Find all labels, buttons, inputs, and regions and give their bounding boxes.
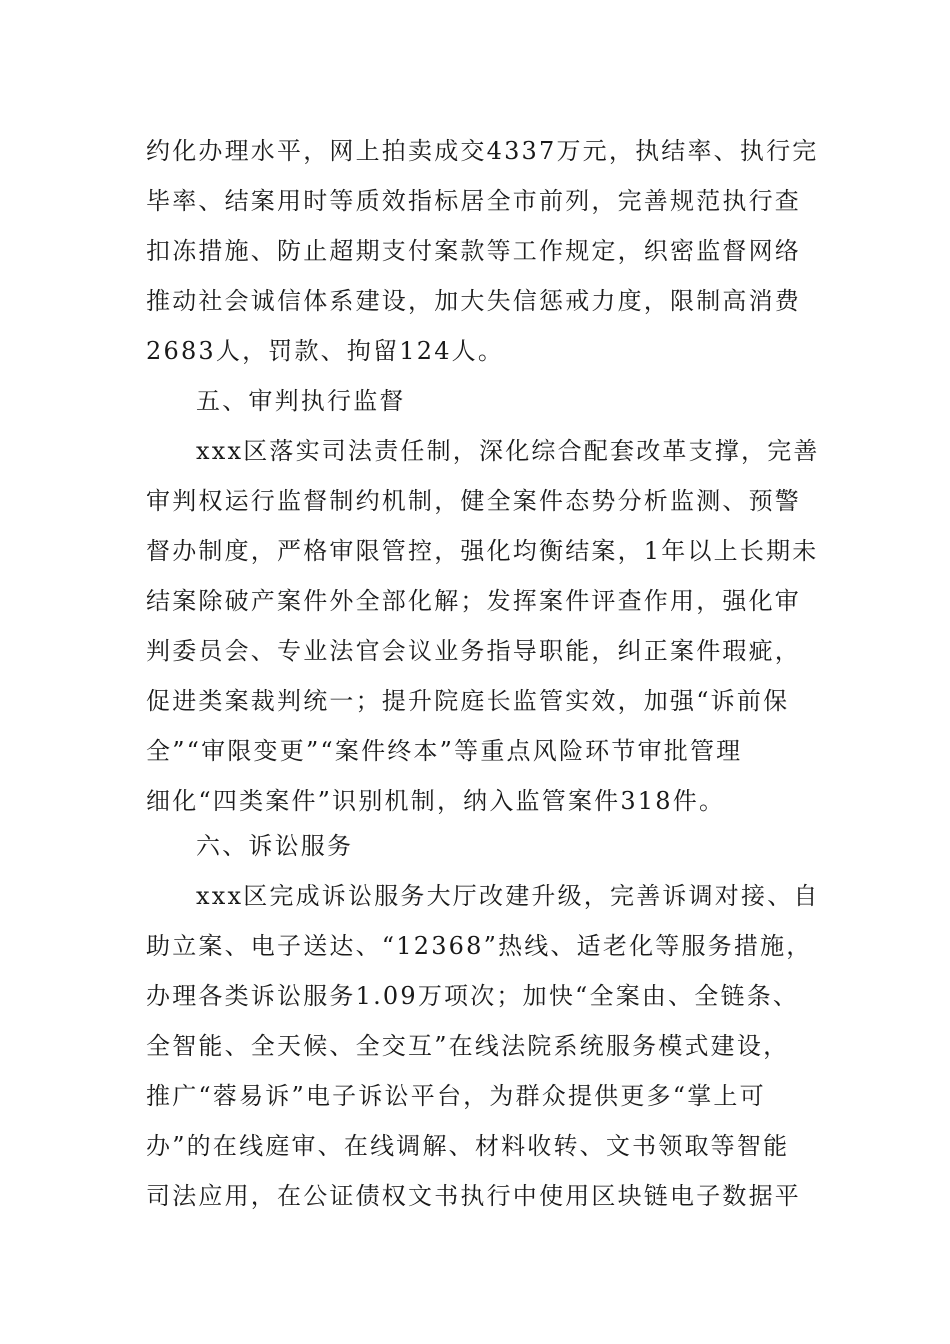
text-line: 推动社会诚信体系建设，加大失信惩戒力度，限制高消费 bbox=[146, 287, 801, 315]
text-line: xxx区落实司法责任制，深化综合配套改革支撑，完善 bbox=[196, 437, 820, 465]
text-line: 结案除破产案件外全部化解；发挥案件评查作用，强化审 bbox=[146, 587, 801, 615]
text-line: 2683人，罚款、拘留124人。 bbox=[146, 337, 505, 365]
section-heading: 五、审判执行监督 bbox=[196, 387, 406, 415]
text-line: 全智能、全天候、全交互”在线法院系统服务模式建设， bbox=[146, 1032, 790, 1060]
text-line: 毕率、结案用时等质效指标居全市前列，完善规范执行查 bbox=[146, 187, 801, 215]
text-line: 约化办理水平，网上拍卖成交4337万元，执结率、执行完 bbox=[146, 137, 819, 165]
text-line: 判委员会、专业法官会议业务指导职能，纠正案件瑕疵， bbox=[146, 637, 801, 665]
section-heading: 六、诉讼服务 bbox=[196, 832, 354, 860]
text-line: 推广“蓉易诉”电子诉讼平台，为群众提供更多“掌上可 bbox=[146, 1082, 766, 1110]
text-line: 促进类案裁判统一；提升院庭长监管实效，加强“诉前保 bbox=[146, 687, 790, 715]
text-line: 办”的在线庭审、在线调解、材料收转、文书领取等智能 bbox=[146, 1132, 790, 1160]
text-line: 办理各类诉讼服务1.09万项次；加快“全案由、全链条、 bbox=[146, 982, 800, 1010]
text-line: 细化“四类案件”识别机制，纳入监管案件318件。 bbox=[146, 787, 726, 815]
text-line: 助立案、电子送达、“12368”热线、适老化等服务措施， bbox=[146, 932, 813, 960]
text-line: 督办制度，严格审限管控，强化均衡结案，1年以上长期未 bbox=[146, 537, 819, 565]
text-line: xxx区完成诉讼服务大厅改建升级，完善诉调对接、自 bbox=[196, 882, 820, 910]
text-line: 审判权运行监督制约机制，健全案件态势分析监测、预警 bbox=[146, 487, 801, 515]
text-line: 司法应用，在公证债权文书执行中使用区块链电子数据平 bbox=[146, 1182, 801, 1210]
text-line: 全”“审限变更”“案件终本”等重点风险环节审批管理 bbox=[146, 737, 743, 765]
text-line: 扣冻措施、防止超期支付案款等工作规定，织密监督网络 bbox=[146, 237, 801, 265]
